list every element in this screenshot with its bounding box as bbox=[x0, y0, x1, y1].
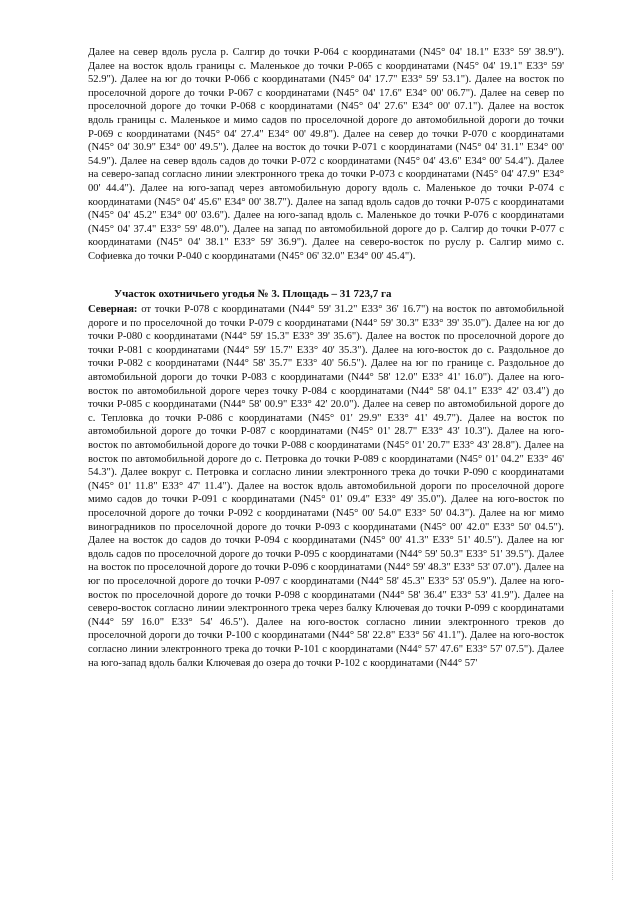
margin-faint-line bbox=[612, 590, 621, 880]
paragraph-northern-text: от точки Р-078 с координатами (N44° 59' 31.2" E33° 36' 16.7") на восток по автомобильной дороге и по проселочной до точки Р-079 с координатами (N44° 59' 30.3" E33° 39' 35.0"). Далее на юг до точки Р-080 с координатами (N44° 59' 15.3" E33° 39' 35.6"). Далее на восток по проселочной дороге до точки Р-081 с координатами (N44° 59' 15.7" E33° 40' 35.3"). Далее на юго-восток до с. Раздольное до точки Р-082 с координатами (N44° 58' 35.7" E33° 40' 56.5"). Далее на юг по границе с. Раздольное до автомобильной дороги до точки Р-083 с координатами (N44° 58' 12.0" E33° 41' 16.0"). Далее на юго-восток по автомобильной дороге через точку Р-084 с координатами (N44° 58' 04.1" E33° 42' 03.4") до точки Р-085 с координатами (N44° 58' 00.9" E33° 42' 20.0"). Далее на север по автомобильной дороге до с. Тепловка до точки Р-086 с координатами (N45° 01' 29.9" E33° 41' 49.7"). Далее на восток по автомобильной дороге до точки Р-087 с координатами (N45° 01' 28.7" E33° 43' 10.3"). Далее на юго-восток по автомобильной дороге до точки Р-088 с координатами (N45° 01' 20.7" E33° 43' 28.8"). Далее на восток по автомобильной дороге до с. Петровка до точки Р-089 с координатами (N45° 01' 04.2" E33° 46' 54.3"). Далее вокруг с. Петровка и согласно линии электронного трека до точки Р-090 с координатами (N45° 01' 11.8" E33° 47' 11.4"). Далее на восток вдоль автомобильной дороги по проселочной дороге мимо садов до точки Р-091 с координатами (N45° 01' 09.4" E33° 49' 35.0"). Далее на юго-восток по проселочной дороге до точки Р-092 с координатами (N45° 00' 54.0" E33° 50' 04.3"). Далее на юг мимо виноградников по проселочной дороге до точки Р-093 с координатами (N45° 00' 42.0" E33° 50' 04.5"). Далее на восток до садов до точки Р-094 с координатами (N45° 00' 41.3" E33° 51' 40.5"). Далее на юг вдоль садов по проселочной дороге до точки Р-095 с координатами (N44° 59' 50.3" E33° 51' 39.5"). Далее на восток по проселочной дороге до точки Р-096 с координатами (N44° 59' 48.3" E33° 53' 07.0"). Далее на юг по проселочной дороге до точки Р-097 с координатами (N44° 58' 45.3" E33° 53' 05.9"). Далее на юго-восток по проселочной дороге до точки Р-098 с координатами (N44° 58' 36.4" E33° 53' 41.9"). Далее на северо-восток согласно линии электронного трека через балку Ключевая до точки Р-099 с координатами (N44° 59' 16.0" E33° 54' 46.5"). Далее на юго-восток согласно линии электронного треков до проселочной дороги до точки Р-100 с координатами (N44° 58' 22.8" E33° 56' 41.1"). Далее на юго-восток согласно линии электронного трека до точки Р-101 с координатами (N44° 57' 47.6" E33° 57' 07.5"). Далее на юго-запад вдоль балки Ключевая до озера до точки Р-102 с координатами (N44° 57' bbox=[88, 304, 565, 669]
section-lead-northern: Северная: bbox=[88, 304, 138, 316]
paragraph-route-description: Далее на север вдоль русла р. Салгир до точки Р-064 с координатами (N45° 04' 18.1" E33° 59' 38.9"). Далее на восток вдоль границы с. Маленькое до точки Р-065 с координатами (N45° 04' 19.1" E33° 59' 52.9"). Далее на юг до точки Р-066 с координатами (N45° 04' 17.7" E33° 59' 53.1"). Далее на восток по проселочной дороге до точки Р-067 с координатами (N45° 04' 17.6" E34° 00' 06.7"). Далее на север по проселочной дороге до точки Р-068 с координатами (N45° 04' 27.6" E34° 00' 07.1"). Далее на восток вдоль границы с. Маленькое и мимо садов по проселочной дороге до автомобильной дороги до точки Р-069 с координатами (N45° 04' 27.4" E34° 00' 49.8"). Далее на север до точки Р-070 с координатами (N45° 04' 30.9" E34° 00' 49.5"). Далее на восток до точки Р-071 с координатами (N45° 04' 31.1" E34° 00' 54.9"). Далее на север вдоль садов до точки Р-072 с координатами (N45° 04' 43.6" E34° 00' 54.4"). Далее на северо-запад согласно линии электронного трека до точки Р-073 с координатами (N45° 04' 47.9" E34° 00' 44.4"). Далее на юго-запад через автомобильную дорогу вдоль с. Маленькое до точки Р-074 с координатами (N45° 04' 45.6" E34° 00' 38.7"). Далее на запад вдоль садов до точки Р-075 с координатами (N45° 04' 45.2" E34° 00' 03.6"). Далее на юго-запад вдоль с. Маленькое до точки Р-076 с координатами (N45° 04' 37.4" E33° 59' 48.0"). Далее на запад по автомобильной дороге до р. Салгир до точки Р-077 с координатами (N45° 04' 38.1" E33° 59' 36.9"). Далее на северо-восток по руслу р. Салгир мимо с. Софиевка до точки Р-040 с координатами (N45° 06' 32.0" E34° 00' 45.4"). bbox=[88, 47, 564, 262]
document-page bbox=[88, 46, 564, 670]
paragraph-northern-boundary bbox=[88, 303, 564, 670]
section-heading-hunting-area-3: Участок охотничьего угодья № 3. Площадь – 31 723,7 га bbox=[114, 287, 392, 300]
